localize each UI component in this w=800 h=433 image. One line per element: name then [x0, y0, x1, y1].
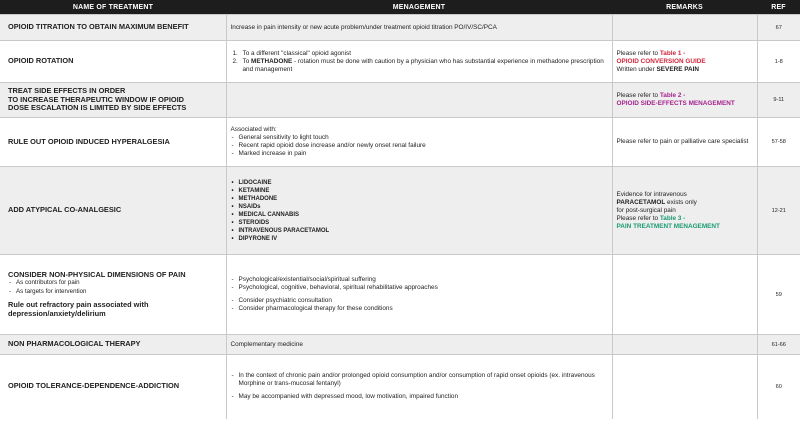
list-item: - Psychological/existential/social/spiritual suffering	[231, 276, 608, 284]
ref-cell: 12-21	[757, 167, 800, 255]
management-cell	[226, 41, 612, 83]
treatment-name: OPIOID TOLERANCE-DEPENDENCE-ADDICTION	[0, 355, 226, 419]
list-item: • LIDOCAINE	[231, 179, 608, 187]
list-item: - Consider psychiatric consultation	[231, 297, 608, 305]
management-cell	[226, 83, 612, 118]
header-remarks: REMARKS	[612, 0, 757, 15]
remarks-cell: Please refer to Table 2 - OPIOID SIDE-EFFECTS MENAGEMENT	[612, 83, 757, 118]
table-row	[0, 167, 800, 255]
list-item: • STEROIDS	[231, 219, 608, 227]
pain-treatment-management-link[interactable]: PAIN TREATMENT MENAGEMENT	[616, 222, 720, 230]
treatment-name: NON PHARMACOLOGICAL THERAPY	[0, 335, 226, 355]
list-item: - In the context of chronic pain and/or prolonged opioid consumption and/or consumption of rapid onset opioids (ex. intravenous Morphine or trans-mucosal fentanyl)	[231, 372, 608, 388]
remarks-cell	[612, 355, 757, 419]
table-row	[0, 255, 800, 335]
remarks-cell	[612, 15, 757, 41]
table-row	[0, 41, 800, 83]
ref-cell: 9-11	[757, 83, 800, 118]
list-item: • KETAMINE	[231, 187, 608, 195]
management-cell: Associated with: - General sensitivity to light touch - Recent rapid opioid dose increase and/or newly onset renal failure - Marked increase in pain	[226, 118, 612, 167]
management-cell	[226, 255, 612, 335]
management-cell: Increase in pain intensity or new acute problem/under treatment opioid titration PO/IV/SC/PCA	[226, 15, 612, 41]
list-item: 2. To METHADONE - rotation must be done with caution by a physician who has substantial experience in methadone prescription and management	[232, 57, 604, 73]
header-row	[0, 0, 800, 15]
header-management: MENAGEMENT	[226, 0, 612, 15]
list-item: • METHADONE	[231, 195, 608, 203]
ref-cell: 59	[757, 255, 800, 335]
treatment-name: CONSIDER NON-PHYSICAL DIMENSIONS OF PAIN - As contributors for pain - As targets for intervention Rule out refractory pain associated with depression/anxiety/delirium	[0, 255, 226, 335]
header-ref: REF	[757, 0, 800, 15]
table-1-link[interactable]: Table 1 -	[659, 49, 686, 57]
table-row	[0, 83, 800, 118]
table-2-link[interactable]: Table 2 -	[659, 92, 686, 99]
remarks-cell	[612, 335, 757, 355]
list-item: - Recent rapid opioid dose increase and/or newly onset renal failure	[231, 142, 608, 150]
list-item: - General sensitivity to light touch	[231, 134, 608, 142]
list-item: • NSAIDs	[231, 203, 608, 211]
treatment-name: RULE OUT OPIOID INDUCED HYPERALGESIA	[0, 118, 226, 167]
list-item: • INTRAVENOUS PARACETAMOL	[231, 227, 608, 235]
ref-cell: 67	[757, 15, 800, 41]
list-item: • DIPYRONE IV	[231, 235, 608, 243]
list-item: - Consider pharmacological therapy for these conditions	[231, 305, 608, 313]
management-cell: Complementary medicine	[226, 335, 612, 355]
header-name: NAME OF TREATMENT	[0, 0, 226, 15]
remarks-cell: Evidence for intravenous PARACETAMOL exists only for post-surgical pain Please refer to Table 3 - PAIN TREATMENT MENAGEMENT	[612, 167, 757, 255]
treatment-name: TREAT SIDE EFFECTS IN ORDER TO INCREASE THERAPEUTIC WINDOW IF OPIOID DOSE ESCALATION IS LIMITED BY SIDE EFFECTS	[0, 83, 226, 118]
list-item: - May be accompanied with depressed mood, low motivation, impaired function	[231, 393, 608, 401]
management-cell	[226, 355, 612, 419]
table-row	[0, 118, 800, 167]
treatment-name: OPIOID TITRATION TO OBTAIN MAXIMUM BENEFIT	[0, 15, 226, 41]
table-3-link[interactable]: Table 3 -	[659, 214, 686, 222]
treatment-name: OPIOID ROTATION	[0, 41, 226, 83]
table-row	[0, 335, 800, 355]
ref-cell: 1-8	[757, 41, 800, 83]
list-item: • MEDICAL CANNABIS	[231, 211, 608, 219]
treatment-name: ADD ATYPICAL CO-ANALGESIC	[0, 167, 226, 255]
table-row	[0, 355, 800, 419]
remarks-cell	[612, 255, 757, 335]
opioid-conversion-guide-link[interactable]: OPIOID CONVERSION GUIDE	[616, 57, 706, 65]
ref-cell: 60	[757, 355, 800, 419]
list-item: - Marked increase in pain	[231, 150, 608, 158]
list-item: 1. To a different "classical" opioid agonist	[232, 49, 352, 57]
remarks-cell: Please refer to Table 1 - OPIOID CONVERSION GUIDE Written under SEVERE PAIN	[612, 41, 757, 83]
management-cell	[226, 167, 612, 255]
table-row	[0, 15, 800, 41]
remarks-cell: Please refer to pain or palliative care specialist	[612, 118, 757, 167]
list-item: - Psychological, cognitive, behavioral, spiritual rehabilitative approaches	[231, 284, 608, 292]
ref-cell: 57-58	[757, 118, 800, 167]
ref-cell: 61-66	[757, 335, 800, 355]
side-effects-management-link[interactable]: OPIOID SIDE-EFFECTS MENAGEMENT	[616, 100, 735, 107]
